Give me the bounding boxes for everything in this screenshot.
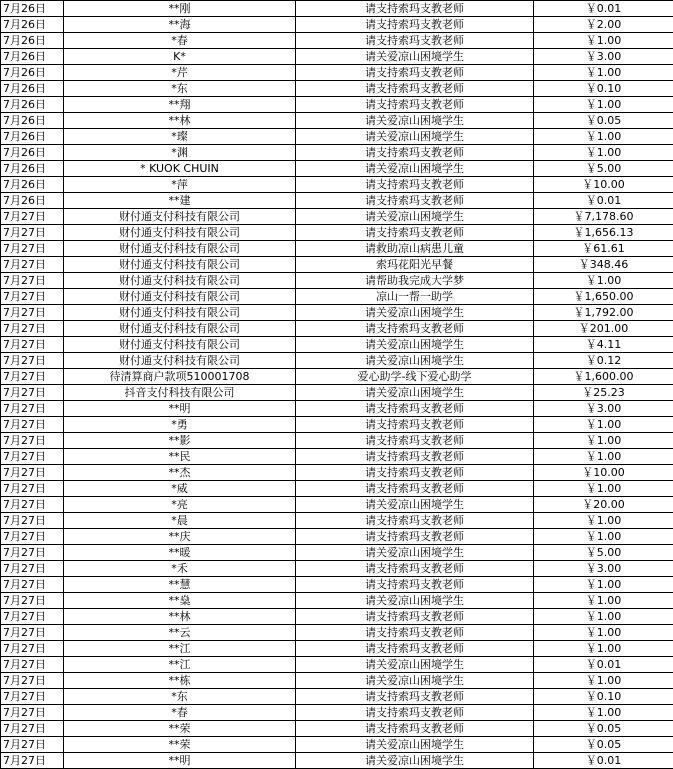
table-row bbox=[1, 385, 673, 401]
table-row bbox=[1, 481, 673, 497]
project-cell: 请支持索玛支教老师 bbox=[296, 513, 534, 529]
project-cell: 请支持索玛支教老师 bbox=[296, 81, 534, 97]
amount-cell: ￥1.00 bbox=[534, 577, 673, 593]
date-cell: 7月27日 bbox=[1, 385, 64, 401]
amount-cell: ￥0.01 bbox=[534, 193, 673, 209]
amount-cell: ￥201.00 bbox=[534, 321, 673, 337]
amount-cell: ￥0.01 bbox=[534, 1, 673, 17]
project-cell: 请关爱凉山困境学生 bbox=[296, 545, 534, 561]
date-cell: 7月27日 bbox=[1, 337, 64, 353]
table-row bbox=[1, 353, 673, 369]
donor-name-cell: 待清算商户款项510001708 bbox=[64, 369, 296, 385]
date-cell: 7月26日 bbox=[1, 81, 64, 97]
project-cell: 请关爱凉山困境学生 bbox=[296, 385, 534, 401]
donor-name-cell: 财付通支付科技有限公司 bbox=[64, 337, 296, 353]
amount-cell: ￥1.00 bbox=[534, 273, 673, 289]
project-cell: 请支持索玛支教老师 bbox=[296, 561, 534, 577]
project-cell: 请支持索玛支教老师 bbox=[296, 417, 534, 433]
table-row bbox=[1, 305, 673, 321]
donor-name-cell: **明 bbox=[64, 401, 296, 417]
table-row bbox=[1, 737, 673, 753]
amount-cell: ￥1,650.00 bbox=[534, 289, 673, 305]
amount-cell: ￥0.01 bbox=[534, 657, 673, 673]
amount-cell: ￥10.00 bbox=[534, 177, 673, 193]
project-cell: 请支持索玛支教老师 bbox=[296, 465, 534, 481]
date-cell: 7月26日 bbox=[1, 193, 64, 209]
table-row bbox=[1, 449, 673, 465]
date-cell: 7月27日 bbox=[1, 561, 64, 577]
date-cell: 7月27日 bbox=[1, 401, 64, 417]
ledger-body bbox=[1, 1, 673, 769]
table-row bbox=[1, 529, 673, 545]
donor-name-cell: *渊 bbox=[64, 145, 296, 161]
date-cell: 7月27日 bbox=[1, 545, 64, 561]
project-cell: 请支持索玛支教老师 bbox=[296, 577, 534, 593]
donor-name-cell: 财付通支付科技有限公司 bbox=[64, 321, 296, 337]
table-row bbox=[1, 433, 673, 449]
table-row bbox=[1, 417, 673, 433]
project-cell: 请关爱凉山困境学生 bbox=[296, 353, 534, 369]
table-row bbox=[1, 273, 673, 289]
date-cell: 7月27日 bbox=[1, 321, 64, 337]
date-cell: 7月27日 bbox=[1, 625, 64, 641]
amount-cell: ￥1.00 bbox=[534, 673, 673, 689]
amount-cell: ￥0.05 bbox=[534, 113, 673, 129]
date-cell: 7月27日 bbox=[1, 577, 64, 593]
donor-name-cell: **荣 bbox=[64, 737, 296, 753]
date-cell: 7月26日 bbox=[1, 1, 64, 17]
amount-cell: ￥61.61 bbox=[534, 241, 673, 257]
table-row bbox=[1, 465, 673, 481]
project-cell: 请关爱凉山困境学生 bbox=[296, 161, 534, 177]
amount-cell: ￥1.00 bbox=[534, 609, 673, 625]
table-row bbox=[1, 513, 673, 529]
project-cell: 请关爱凉山困境学生 bbox=[296, 657, 534, 673]
donor-name-cell: 财付通支付科技有限公司 bbox=[64, 257, 296, 273]
amount-cell: ￥1.00 bbox=[534, 705, 673, 721]
date-cell: 7月26日 bbox=[1, 17, 64, 33]
amount-cell: ￥2.00 bbox=[534, 17, 673, 33]
date-cell: 7月27日 bbox=[1, 273, 64, 289]
date-cell: 7月26日 bbox=[1, 65, 64, 81]
table-row bbox=[1, 49, 673, 65]
table-row bbox=[1, 209, 673, 225]
project-cell: 请支持索玛支教老师 bbox=[296, 33, 534, 49]
table-row bbox=[1, 17, 673, 33]
amount-cell: ￥1.00 bbox=[534, 33, 673, 49]
project-cell: 请支持索玛支教老师 bbox=[296, 225, 534, 241]
donor-name-cell: * KUOK CHUIN bbox=[64, 161, 296, 177]
table-row bbox=[1, 721, 673, 737]
donor-name-cell: **暖 bbox=[64, 545, 296, 561]
amount-cell: ￥1.00 bbox=[534, 593, 673, 609]
project-cell: 请支持索玛支教老师 bbox=[296, 721, 534, 737]
table-row bbox=[1, 65, 673, 81]
project-cell: 请关爱凉山困境学生 bbox=[296, 129, 534, 145]
date-cell: 7月27日 bbox=[1, 465, 64, 481]
project-cell: 请支持索玛支教老师 bbox=[296, 17, 534, 33]
amount-cell: ￥1.00 bbox=[534, 417, 673, 433]
donor-name-cell: **民 bbox=[64, 449, 296, 465]
date-cell: 7月27日 bbox=[1, 433, 64, 449]
project-cell: 索玛花阳光早餐 bbox=[296, 257, 534, 273]
donor-name-cell: 财付通支付科技有限公司 bbox=[64, 289, 296, 305]
table-row bbox=[1, 561, 673, 577]
donor-name-cell: **翔 bbox=[64, 97, 296, 113]
amount-cell: ￥1.00 bbox=[534, 481, 673, 497]
date-cell: 7月27日 bbox=[1, 737, 64, 753]
table-row bbox=[1, 369, 673, 385]
project-cell: 请关爱凉山困境学生 bbox=[296, 593, 534, 609]
donor-name-cell: 财付通支付科技有限公司 bbox=[64, 273, 296, 289]
amount-cell: ￥1.00 bbox=[534, 625, 673, 641]
amount-cell: ￥0.12 bbox=[534, 353, 673, 369]
donor-name-cell: **江 bbox=[64, 641, 296, 657]
amount-cell: ￥0.01 bbox=[534, 753, 673, 769]
amount-cell: ￥20.00 bbox=[534, 497, 673, 513]
amount-cell: ￥5.00 bbox=[534, 161, 673, 177]
project-cell: 请支持索玛支教老师 bbox=[296, 609, 534, 625]
date-cell: 7月27日 bbox=[1, 257, 64, 273]
donor-name-cell: 抖音支付科技有限公司 bbox=[64, 385, 296, 401]
amount-cell: ￥3.00 bbox=[534, 49, 673, 65]
donor-name-cell: **江 bbox=[64, 657, 296, 673]
project-cell: 爱心助学-线下爱心助学 bbox=[296, 369, 534, 385]
table-row bbox=[1, 321, 673, 337]
date-cell: 7月27日 bbox=[1, 417, 64, 433]
date-cell: 7月27日 bbox=[1, 593, 64, 609]
table-row bbox=[1, 113, 673, 129]
table-row bbox=[1, 1, 673, 17]
donor-name-cell: *东 bbox=[64, 689, 296, 705]
table-row bbox=[1, 545, 673, 561]
project-cell: 请支持索玛支教老师 bbox=[296, 97, 534, 113]
project-cell: 请帮助我完成大学梦 bbox=[296, 273, 534, 289]
date-cell: 7月26日 bbox=[1, 145, 64, 161]
date-cell: 7月26日 bbox=[1, 113, 64, 129]
project-cell: 请支持索玛支教老师 bbox=[296, 481, 534, 497]
amount-cell: ￥3.00 bbox=[534, 561, 673, 577]
amount-cell: ￥4.11 bbox=[534, 337, 673, 353]
project-cell: 请支持索玛支教老师 bbox=[296, 401, 534, 417]
amount-cell: ￥1,656.13 bbox=[534, 225, 673, 241]
amount-cell: ￥10.00 bbox=[534, 465, 673, 481]
date-cell: 7月27日 bbox=[1, 513, 64, 529]
donor-name-cell: **燊 bbox=[64, 593, 296, 609]
donor-name-cell: 财付通支付科技有限公司 bbox=[64, 305, 296, 321]
amount-cell: ￥5.00 bbox=[534, 545, 673, 561]
date-cell: 7月26日 bbox=[1, 161, 64, 177]
amount-cell: ￥1.00 bbox=[534, 449, 673, 465]
project-cell: 请关爱凉山困境学生 bbox=[296, 337, 534, 353]
amount-cell: ￥348.46 bbox=[534, 257, 673, 273]
table-row bbox=[1, 33, 673, 49]
date-cell: 7月27日 bbox=[1, 369, 64, 385]
table-row bbox=[1, 673, 673, 689]
table-row bbox=[1, 609, 673, 625]
donor-name-cell: **慧 bbox=[64, 577, 296, 593]
table-row bbox=[1, 497, 673, 513]
table-row bbox=[1, 657, 673, 673]
date-cell: 7月27日 bbox=[1, 609, 64, 625]
amount-cell: ￥1.00 bbox=[534, 97, 673, 113]
donor-name-cell: *晨 bbox=[64, 513, 296, 529]
table-row bbox=[1, 257, 673, 273]
project-cell: 请支持索玛支教老师 bbox=[296, 529, 534, 545]
date-cell: 7月27日 bbox=[1, 529, 64, 545]
table-row bbox=[1, 689, 673, 705]
amount-cell: ￥3.00 bbox=[534, 401, 673, 417]
donor-name-cell: *萍 bbox=[64, 177, 296, 193]
table-row bbox=[1, 577, 673, 593]
donor-name-cell: **海 bbox=[64, 17, 296, 33]
donor-name-cell: **云 bbox=[64, 625, 296, 641]
donor-name-cell: **林 bbox=[64, 609, 296, 625]
project-cell: 请关爱凉山困境学生 bbox=[296, 753, 534, 769]
amount-cell: ￥0.05 bbox=[534, 721, 673, 737]
donor-name-cell: **杰 bbox=[64, 465, 296, 481]
amount-cell: ￥7,178.60 bbox=[534, 209, 673, 225]
table-row bbox=[1, 401, 673, 417]
table-row bbox=[1, 289, 673, 305]
amount-cell: ￥0.05 bbox=[534, 737, 673, 753]
date-cell: 7月27日 bbox=[1, 305, 64, 321]
table-row bbox=[1, 641, 673, 657]
donor-name-cell: *璨 bbox=[64, 129, 296, 145]
project-cell: 凉山一帮一助学 bbox=[296, 289, 534, 305]
donor-name-cell: K* bbox=[64, 49, 296, 65]
table-row bbox=[1, 97, 673, 113]
project-cell: 请关爱凉山困境学生 bbox=[296, 737, 534, 753]
date-cell: 7月27日 bbox=[1, 753, 64, 769]
amount-cell: ￥1.00 bbox=[534, 65, 673, 81]
donor-name-cell: *春 bbox=[64, 33, 296, 49]
date-cell: 7月27日 bbox=[1, 705, 64, 721]
donor-name-cell: **建 bbox=[64, 193, 296, 209]
project-cell: 请支持索玛支教老师 bbox=[296, 689, 534, 705]
donor-name-cell: **栋 bbox=[64, 673, 296, 689]
table-row bbox=[1, 625, 673, 641]
donor-name-cell: **影 bbox=[64, 433, 296, 449]
table-row bbox=[1, 129, 673, 145]
date-cell: 7月26日 bbox=[1, 129, 64, 145]
donor-name-cell: **庆 bbox=[64, 529, 296, 545]
date-cell: 7月27日 bbox=[1, 497, 64, 513]
table-row bbox=[1, 81, 673, 97]
date-cell: 7月26日 bbox=[1, 33, 64, 49]
donor-name-cell: *禾 bbox=[64, 561, 296, 577]
donor-name-cell: **荣 bbox=[64, 721, 296, 737]
amount-cell: ￥1.00 bbox=[534, 129, 673, 145]
donor-name-cell: *春 bbox=[64, 705, 296, 721]
project-cell: 请支持索玛支教老师 bbox=[296, 145, 534, 161]
donor-name-cell: *威 bbox=[64, 481, 296, 497]
project-cell: 请救助凉山病患儿童 bbox=[296, 241, 534, 257]
table-row bbox=[1, 177, 673, 193]
date-cell: 7月27日 bbox=[1, 481, 64, 497]
project-cell: 请支持索玛支教老师 bbox=[296, 65, 534, 81]
table-row bbox=[1, 337, 673, 353]
project-cell: 请支持索玛支教老师 bbox=[296, 321, 534, 337]
donor-name-cell: **林 bbox=[64, 113, 296, 129]
date-cell: 7月27日 bbox=[1, 449, 64, 465]
amount-cell: ￥1.00 bbox=[534, 529, 673, 545]
project-cell: 请关爱凉山困境学生 bbox=[296, 305, 534, 321]
donor-name-cell: **明 bbox=[64, 753, 296, 769]
project-cell: 请支持索玛支教老师 bbox=[296, 1, 534, 17]
project-cell: 请支持索玛支教老师 bbox=[296, 433, 534, 449]
date-cell: 7月27日 bbox=[1, 353, 64, 369]
project-cell: 请支持索玛支教老师 bbox=[296, 193, 534, 209]
amount-cell: ￥1.00 bbox=[534, 641, 673, 657]
table-row bbox=[1, 753, 673, 769]
project-cell: 请关爱凉山困境学生 bbox=[296, 113, 534, 129]
donor-name-cell: 财付通支付科技有限公司 bbox=[64, 241, 296, 257]
table-row bbox=[1, 225, 673, 241]
date-cell: 7月26日 bbox=[1, 177, 64, 193]
date-cell: 7月27日 bbox=[1, 225, 64, 241]
date-cell: 7月27日 bbox=[1, 721, 64, 737]
project-cell: 请支持索玛支教老师 bbox=[296, 641, 534, 657]
table-row bbox=[1, 161, 673, 177]
project-cell: 请支持索玛支教老师 bbox=[296, 705, 534, 721]
donor-name-cell: *芹 bbox=[64, 65, 296, 81]
date-cell: 7月27日 bbox=[1, 289, 64, 305]
project-cell: 请关爱凉山困境学生 bbox=[296, 209, 534, 225]
donor-name-cell: *勇 bbox=[64, 417, 296, 433]
date-cell: 7月27日 bbox=[1, 673, 64, 689]
amount-cell: ￥0.10 bbox=[534, 81, 673, 97]
table-row bbox=[1, 145, 673, 161]
donor-name-cell: *亮 bbox=[64, 497, 296, 513]
amount-cell: ￥1,792.00 bbox=[534, 305, 673, 321]
project-cell: 请关爱凉山困境学生 bbox=[296, 49, 534, 65]
donor-name-cell: 财付通支付科技有限公司 bbox=[64, 353, 296, 369]
project-cell: 请支持索玛支教老师 bbox=[296, 449, 534, 465]
donor-name-cell: *东 bbox=[64, 81, 296, 97]
amount-cell: ￥0.10 bbox=[534, 689, 673, 705]
amount-cell: ￥25.23 bbox=[534, 385, 673, 401]
amount-cell: ￥1.00 bbox=[534, 433, 673, 449]
date-cell: 7月27日 bbox=[1, 209, 64, 225]
table-row bbox=[1, 593, 673, 609]
table-row bbox=[1, 705, 673, 721]
donor-name-cell: 财付通支付科技有限公司 bbox=[64, 225, 296, 241]
date-cell: 7月27日 bbox=[1, 241, 64, 257]
date-cell: 7月27日 bbox=[1, 641, 64, 657]
date-cell: 7月27日 bbox=[1, 689, 64, 705]
amount-cell: ￥1.00 bbox=[534, 513, 673, 529]
project-cell: 请关爱凉山困境学生 bbox=[296, 497, 534, 513]
date-cell: 7月26日 bbox=[1, 49, 64, 65]
donor-name-cell: 财付通支付科技有限公司 bbox=[64, 209, 296, 225]
project-cell: 请支持索玛支教老师 bbox=[296, 177, 534, 193]
donor-name-cell: **刚 bbox=[64, 1, 296, 17]
table-row bbox=[1, 241, 673, 257]
amount-cell: ￥1.00 bbox=[534, 145, 673, 161]
date-cell: 7月27日 bbox=[1, 657, 64, 673]
project-cell: 请支持索玛支教老师 bbox=[296, 625, 534, 641]
table-row bbox=[1, 193, 673, 209]
project-cell: 请关爱凉山困境学生 bbox=[296, 673, 534, 689]
amount-cell: ￥1,600.00 bbox=[534, 369, 673, 385]
date-cell: 7月26日 bbox=[1, 97, 64, 113]
